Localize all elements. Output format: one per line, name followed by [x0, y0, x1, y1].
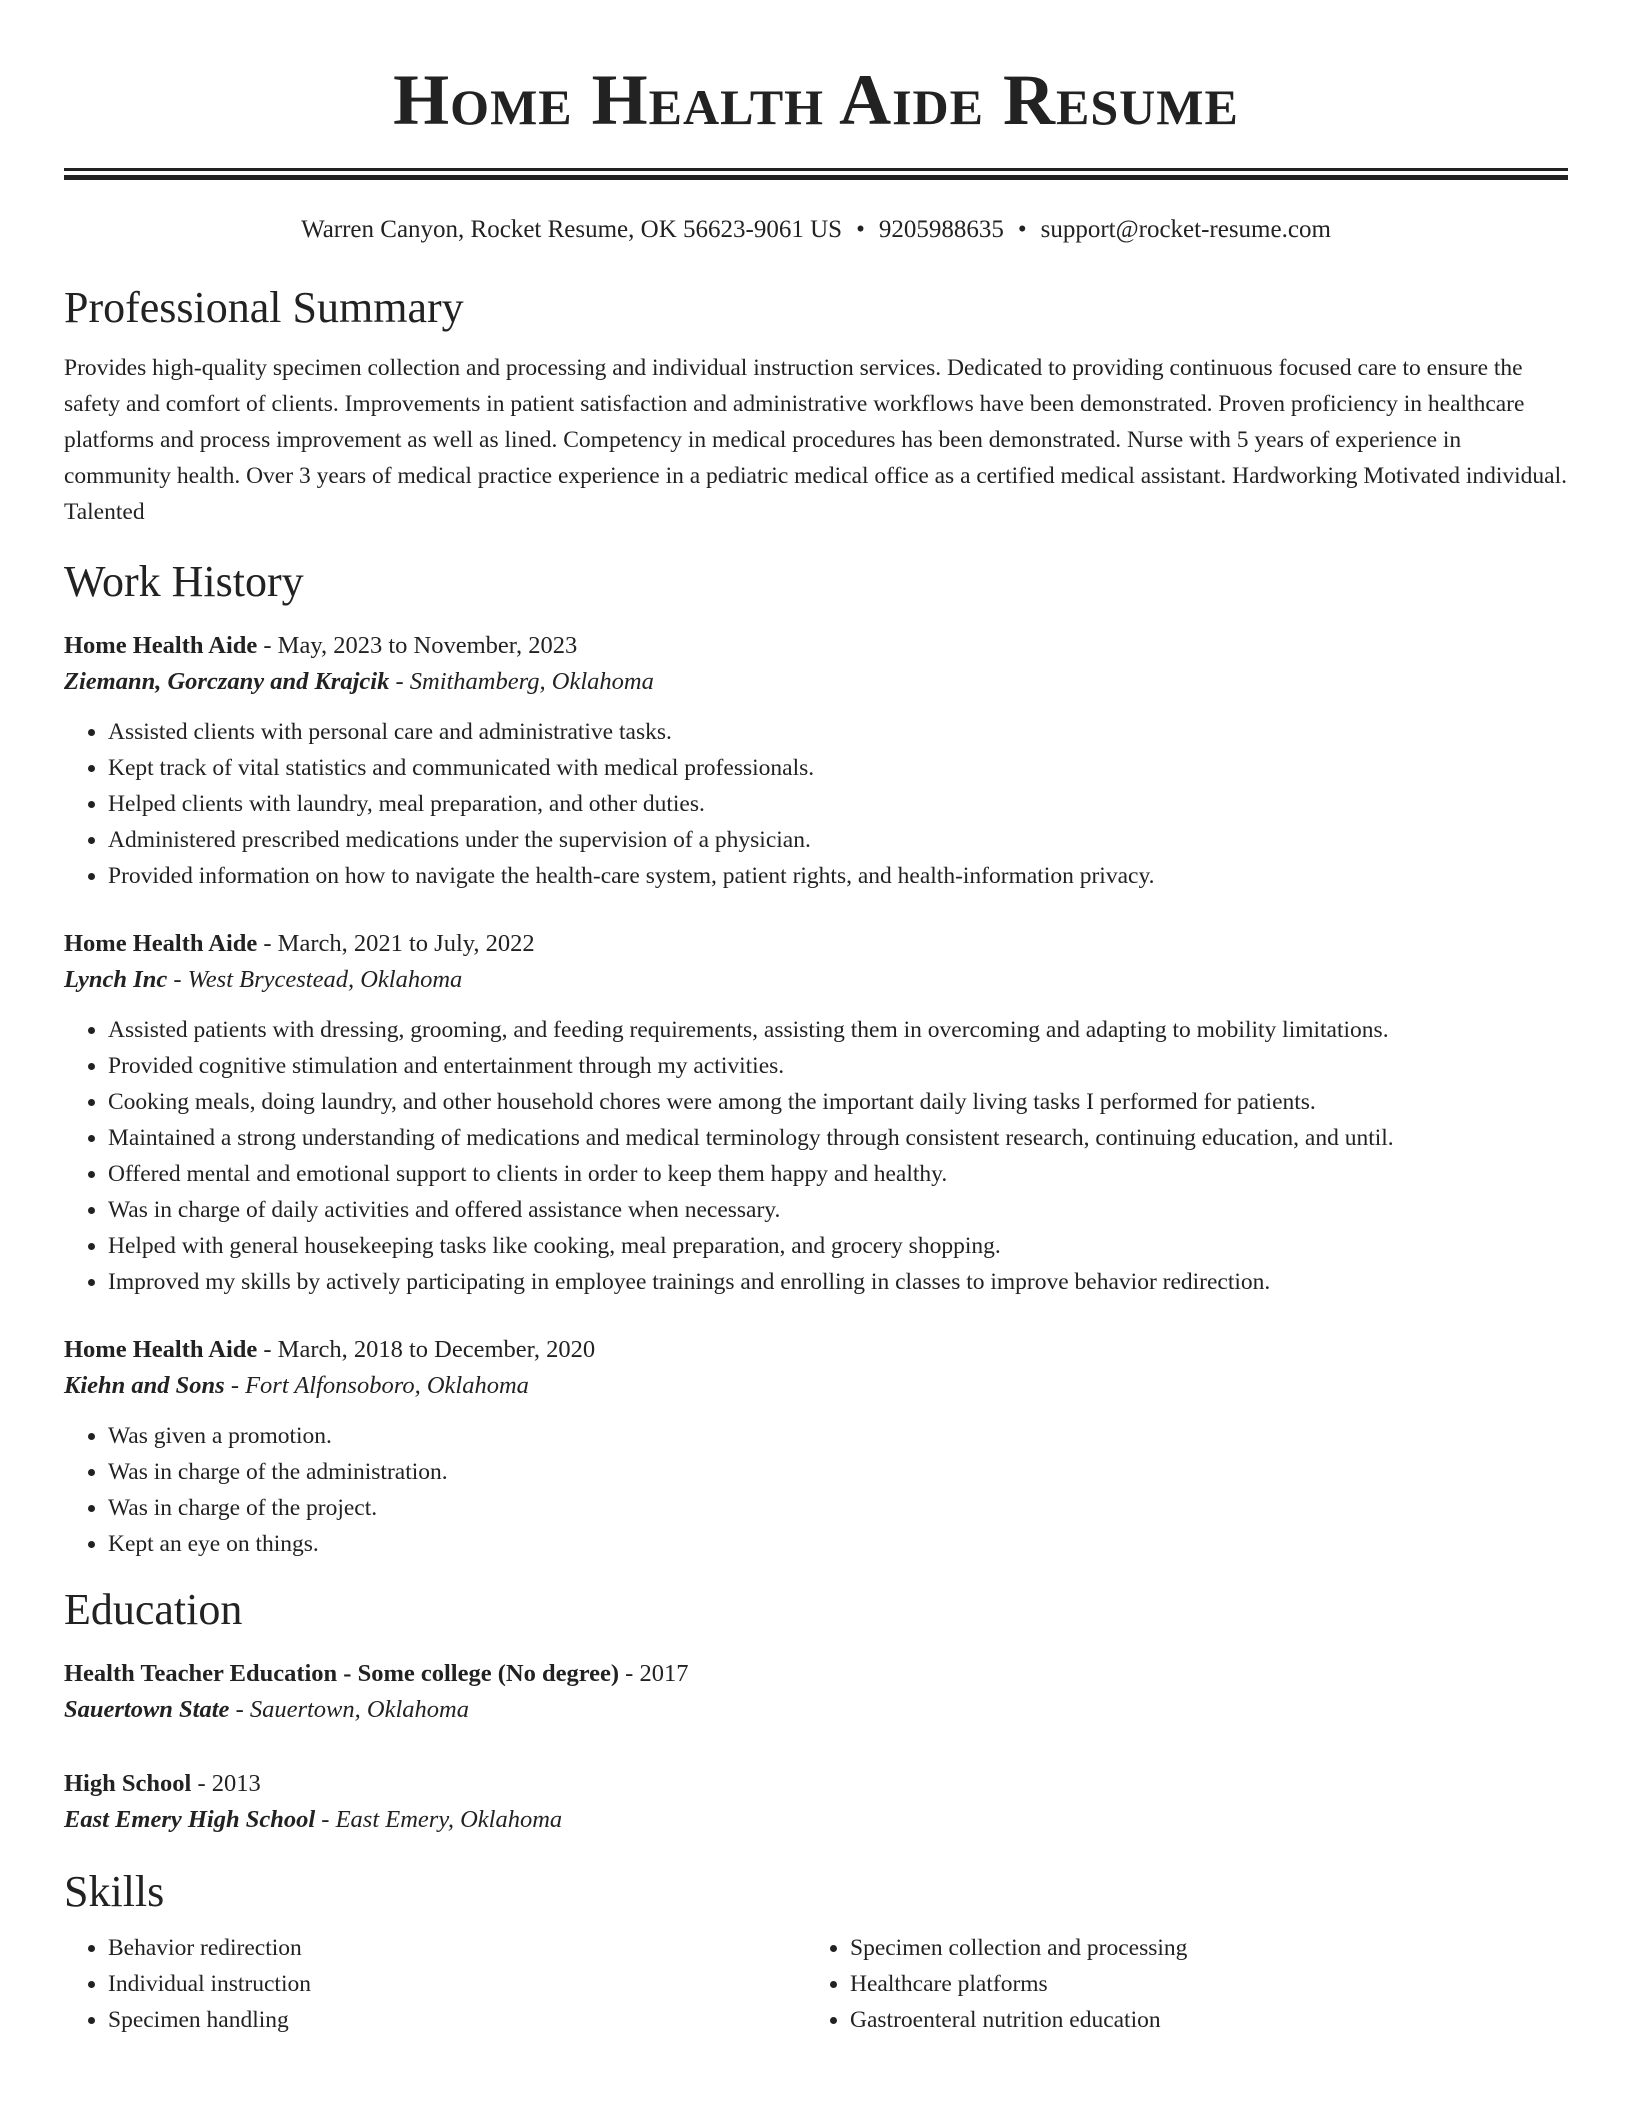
skills-column-left — [64, 1930, 806, 2038]
list-item: • Was in charge of the project. — [108, 1490, 1568, 1526]
list-item: • Was given a promotion. — [108, 1418, 1568, 1454]
job-title-line — [64, 628, 1568, 664]
list-item: • Administered prescribed medications under the supervision of a physician. — [108, 822, 1568, 858]
education-degree-line — [64, 1656, 1568, 1692]
list-item: • Assisted patients with dressing, grooming, and feeding requirements, assisting them in overcoming and adapting to mobility limitations. — [108, 1012, 1568, 1048]
job-location: - West Brycestead, Oklahoma — [167, 966, 463, 993]
job-company: Lynch Inc — [64, 966, 168, 993]
list-item: • Was in charge of the administration. — [108, 1454, 1568, 1490]
work-history-heading: Work History — [64, 557, 304, 606]
list-item: • Maintained a strong understanding of medications and medical terminology through consistent research, continuing education, and until. — [108, 1120, 1568, 1156]
list-item: • Assisted clients with personal care and administrative tasks. — [108, 714, 1568, 750]
list-item: • Healthcare platforms — [850, 1966, 1548, 2002]
education-section — [64, 1584, 1568, 1838]
education-degree: Health Teacher Education - Some college (No degree) — [64, 1660, 620, 1687]
education-entry — [64, 1656, 1568, 1728]
list-item: • Provided information on how to navigate the health-care system, patient rights, and health-information privacy. — [108, 858, 1568, 894]
education-school-line — [64, 1802, 1568, 1838]
skills-list — [64, 1930, 806, 2038]
job-dates: - March, 2021 to July, 2022 — [257, 930, 535, 957]
education-school-line — [64, 1692, 1568, 1728]
skills-section — [64, 1866, 1568, 2038]
skills-grid — [64, 1930, 1568, 2038]
skills-heading: Skills — [64, 1867, 165, 1916]
list-item: • Specimen handling — [108, 2002, 806, 2038]
contact-separator: • — [1017, 216, 1027, 243]
resume-title: Home Health Aide Resume — [393, 60, 1239, 140]
education-heading: Education — [64, 1585, 243, 1634]
education-degree: High School — [64, 1770, 192, 1797]
job-company-line — [64, 962, 1568, 998]
job-duties-list — [64, 1012, 1568, 1300]
education-year: - 2013 — [191, 1770, 261, 1797]
job-entry — [64, 628, 1568, 894]
job-company: Ziemann, Gorczany and Krajcik — [64, 668, 390, 695]
summary-heading: Professional Summary — [64, 283, 464, 332]
list-item: • Helped with general housekeeping tasks like cooking, meal preparation, and grocery shopping. — [108, 1228, 1568, 1264]
job-duties-list — [64, 714, 1568, 894]
job-location: - Fort Alfonsoboro, Oklahoma — [224, 1372, 529, 1399]
list-item: • Provided cognitive stimulation and entertainment through my activities. — [108, 1048, 1568, 1084]
work-history-section — [64, 556, 1568, 1562]
contact-phone: 9205988635 — [878, 216, 1004, 243]
job-dates: - May, 2023 to November, 2023 — [257, 632, 578, 659]
job-title: Home Health Aide — [64, 1336, 258, 1363]
job-title: Home Health Aide — [64, 632, 258, 659]
education-location: - Sauertown, Oklahoma — [229, 1696, 469, 1723]
job-duties-list — [64, 1418, 1568, 1562]
job-location: - Smithamberg, Oklahoma — [389, 668, 654, 695]
summary-text: Provides high-quality specimen collection and processing and individual instruction services. Dedicated to providing continuous focused care to ensure the safety and comfort of clients. Improvements in patient satisfaction and administrative workflows have been demonstrated. Proven proficiency in healthcare platforms and process improvement as well as lined. Competency in medical procedures has been demonstrated. Nurse with 5 years of experience in community health. Over 3 years of medical practice experience in a pediatric medical office as a certified medical assistant. Hardworking Motivated individual. Talented — [64, 355, 1567, 525]
list-item: • Specimen collection and processing — [850, 1930, 1548, 1966]
list-item: • Offered mental and emotional support to clients in order to keep them happy and healthy. — [108, 1156, 1568, 1192]
job-company: Kiehn and Sons — [64, 1372, 225, 1399]
job-entry — [64, 1332, 1568, 1562]
contact-email: support@rocket-resume.com — [1040, 216, 1331, 243]
list-item: • Kept track of vital statistics and communicated with medical professionals. — [108, 750, 1568, 786]
list-item: • Helped clients with laundry, meal preparation, and other duties. — [108, 786, 1568, 822]
job-title: Home Health Aide — [64, 930, 258, 957]
list-item: • Cooking meals, doing laundry, and other household chores were among the important daily living tasks I performed for patients. — [108, 1084, 1568, 1120]
list-item: • Gastroenteral nutrition education — [850, 2002, 1548, 2038]
contact-address: Warren Canyon, Rocket Resume, OK 56623-9061 US — [301, 216, 843, 243]
list-item: • Was in charge of daily activities and offered assistance when necessary. — [108, 1192, 1568, 1228]
title-divider — [64, 168, 1568, 180]
job-dates: - March, 2018 to December, 2020 — [257, 1336, 596, 1363]
education-entry — [64, 1766, 1568, 1838]
job-title-line — [64, 1332, 1568, 1368]
job-entry — [64, 926, 1568, 1300]
job-title-line — [64, 926, 1568, 962]
list-item: • Behavior redirection — [108, 1930, 806, 1966]
education-location: - East Emery, Oklahoma — [315, 1806, 563, 1833]
skills-list — [806, 1930, 1548, 2038]
summary-section — [64, 282, 1568, 530]
list-item: • Improved my skills by actively participating in employee trainings and enrolling in classes to improve behavior redirection. — [108, 1264, 1568, 1300]
contact-separator: • — [856, 216, 865, 243]
education-school: East Emery High School — [64, 1806, 316, 1833]
education-school: Sauertown State — [64, 1696, 230, 1723]
education-year: - 2017 — [619, 1660, 689, 1687]
list-item: • Kept an eye on things. — [108, 1526, 1568, 1562]
education-degree-line — [64, 1766, 1568, 1802]
list-item: • Individual instruction — [108, 1966, 806, 2002]
contact-line — [64, 214, 1568, 246]
job-company-line — [64, 664, 1568, 700]
job-company-line — [64, 1368, 1568, 1404]
skills-column-right — [806, 1930, 1548, 2038]
